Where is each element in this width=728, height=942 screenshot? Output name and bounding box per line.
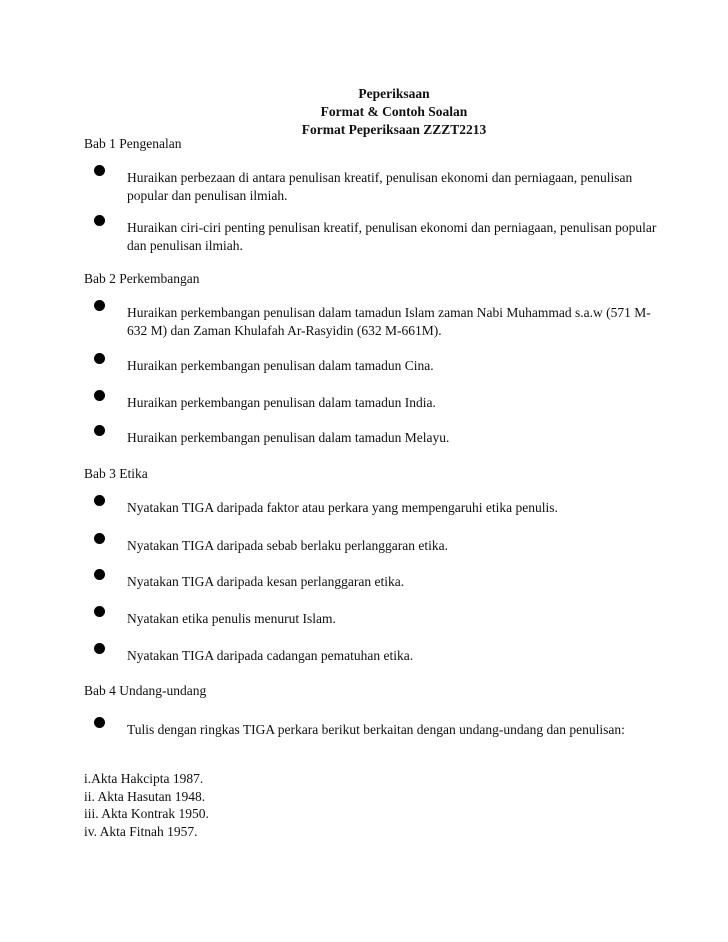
bullet-icon xyxy=(94,390,105,401)
header-title: Peperiksaan xyxy=(358,86,430,101)
question-text: Nyatakan TIGA daripada kesan perlanggaran etika. xyxy=(127,574,405,589)
question-text: Nyatakan etika penulis menurut Islam. xyxy=(127,611,336,626)
act-list xyxy=(84,770,209,840)
bullet-icon xyxy=(94,717,105,728)
question-text: Huraikan perbezaan di antara penulisan kreatif, penulisan ekonomi dan perniagaan, penulisan popular dan penulisan ilmiah. xyxy=(127,170,633,203)
document-header xyxy=(0,85,728,139)
header-subtitle: Format & Contoh Soalan xyxy=(320,104,468,119)
question-text: Huraikan perkembangan penulisan dalam tamadun Melayu. xyxy=(127,430,450,445)
bullet-icon xyxy=(94,353,105,364)
act-item: iv. Akta Fitnah 1957. xyxy=(84,823,198,839)
header-course-format: Format Peperiksaan ZZZT2213 xyxy=(301,122,487,137)
bullet-icon xyxy=(94,606,105,617)
question-text: Tulis dengan ringkas TIGA perkara berikut berkaitan dengan undang-undang dan penulisan: xyxy=(127,722,625,737)
act-item: iii. Akta Kontrak 1950. xyxy=(84,806,209,821)
question-text: Huraikan perkembangan penulisan dalam tamadun Cina. xyxy=(127,358,434,373)
bullet-icon xyxy=(94,643,105,654)
act-item: i.Akta Hakcipta 1987. xyxy=(84,771,204,786)
chapter-2-title: Bab 2 Perkembangan xyxy=(84,271,200,286)
chapter-3-title: Bab 3 Etika xyxy=(84,466,148,481)
bullet-icon xyxy=(94,425,105,436)
bullet-icon xyxy=(94,495,105,506)
question-text: Nyatakan TIGA daripada cadangan pematuhan etika. xyxy=(127,648,414,663)
question-text: Nyatakan TIGA daripada sebab berlaku perlanggaran etika. xyxy=(127,538,448,553)
bullet-icon xyxy=(94,569,105,580)
question-text: Huraikan perkembangan penulisan dalam tamadun India. xyxy=(127,395,436,410)
bullet-icon xyxy=(94,215,105,226)
chapter-1-title: Bab 1 Pengenalan xyxy=(84,136,182,151)
chapter-4-title: Bab 4 Undang-undang xyxy=(84,683,207,698)
bullet-icon xyxy=(94,165,105,176)
question-text: Huraikan ciri-ciri penting penulisan kreatif, penulisan ekonomi dan perniagaan, penulisan popular dan penulisan ilmiah. xyxy=(127,220,657,253)
question-text: Nyatakan TIGA daripada faktor atau perkara yang mempengaruhi etika penulis. xyxy=(127,500,558,515)
bullet-icon xyxy=(94,300,105,311)
bullet-icon xyxy=(94,533,105,544)
act-item: ii. Akta Hasutan 1948. xyxy=(84,788,206,804)
question-text: Huraikan perkembangan penulisan dalam tamadun Islam zaman Nabi Muhammad s.a.w (571 M- 632 M) dan Zaman Khulafah Ar-Rasyidin (632 M-661M). xyxy=(127,305,651,338)
